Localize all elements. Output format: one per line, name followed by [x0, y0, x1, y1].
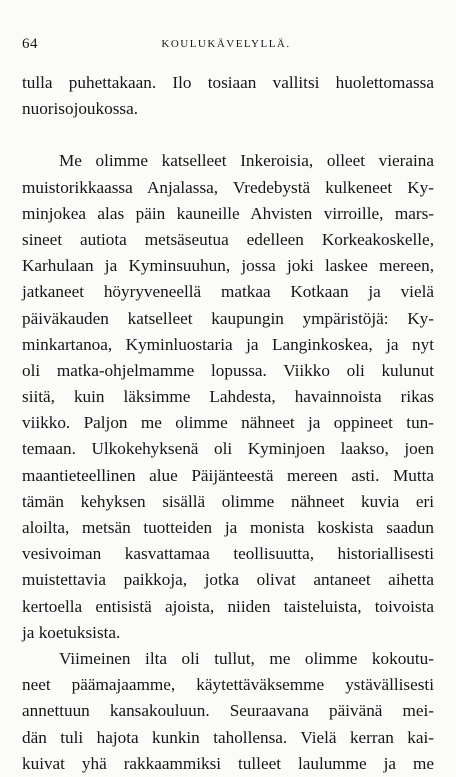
text-line: oli matka-ohjelmamme lopussa. Viikko oli kulunut: [22, 360, 434, 380]
page-number: 64: [22, 36, 38, 52]
paragraph-2: [22, 148, 434, 646]
text-line: minjokea alas päin kauneille Ahvisten virroille, mars-: [22, 203, 434, 223]
text-line: minkartanoa, Kyminluostaria ja Langinkoskea, ja nyt: [22, 334, 434, 354]
text-line: Viimeinen ilta oli tullut, me olimme kokoutu-: [59, 648, 434, 668]
text-line: annettuun kansakouluun. Seuraavana päivänä mei-: [22, 701, 434, 721]
page-header: [22, 36, 430, 56]
text-line: ja koetuksista.: [22, 622, 121, 642]
running-title: KOULUKÄVELYLLÄ.: [161, 38, 291, 50]
paragraph-3: [22, 646, 434, 777]
text-line: muistorikkaassa Anjalassa, Vredebystä kulkeneet Ky-: [22, 177, 434, 197]
text-line: aloilta, metsän tuotteiden ja monista koskista saadun: [22, 518, 434, 537]
text-line: viikko. Paljon me olimme nähneet ja oppineet tun-: [22, 413, 434, 433]
text-line: päiväkauden katselleet kaupungin ympäristöjä: Ky-: [22, 308, 434, 328]
paragraph-gap: [22, 122, 434, 148]
text-line: Karhulaan ja Kyminsuuhun, jossa joki laskee mereen,: [22, 256, 434, 276]
text-line: kertoella entisistä ajoista, niiden taisteluista, toivoista: [22, 596, 434, 616]
text-line: muistettavia paikkoja, jotka olivat antaneet aihetta: [22, 570, 434, 590]
text-line: vesivoiman kasvattamaa teollisuutta, historiallisesti: [22, 544, 434, 564]
paragraph-1: [22, 70, 434, 122]
text-line: siitä, kuin läksimme Lahdesta, havainnoista rikas: [22, 387, 434, 407]
text-line: tämän kehyksen sisällä olimme nähneet kuvia eri: [22, 491, 434, 511]
text-line: maantieteellinen alue Päijänteestä mereen asti. Mutta: [22, 465, 434, 485]
text-line: nuorisojoukossa.: [22, 99, 139, 119]
text-line: Me olimme katselleet Inkeroisia, olleet vieraina: [59, 151, 434, 171]
body-text: [22, 70, 434, 777]
text-line: tulla puhettakaan. Ilo tosiaan vallitsi huolettomassa: [22, 73, 434, 92]
text-line: jatkaneet höyryveneellä matkaa Kotkaan ja vielä: [22, 282, 434, 302]
text-line: kuivat yhä rakkaammiksi tulleet laulumme ja me: [22, 753, 434, 773]
text-line: dän tuli hajota kunkin tahollensa. Vielä kerran kai-: [22, 727, 434, 747]
text-line: temaan. Ulkokehyksenä oli Kyminjoen laakso, joen: [22, 439, 434, 459]
text-line: neet päämajaamme, käytettäväksemme ystävällisesti: [22, 675, 434, 695]
text-line: sineet autiota metsäseutua edelleen Korkeakoskelle,: [22, 229, 434, 249]
